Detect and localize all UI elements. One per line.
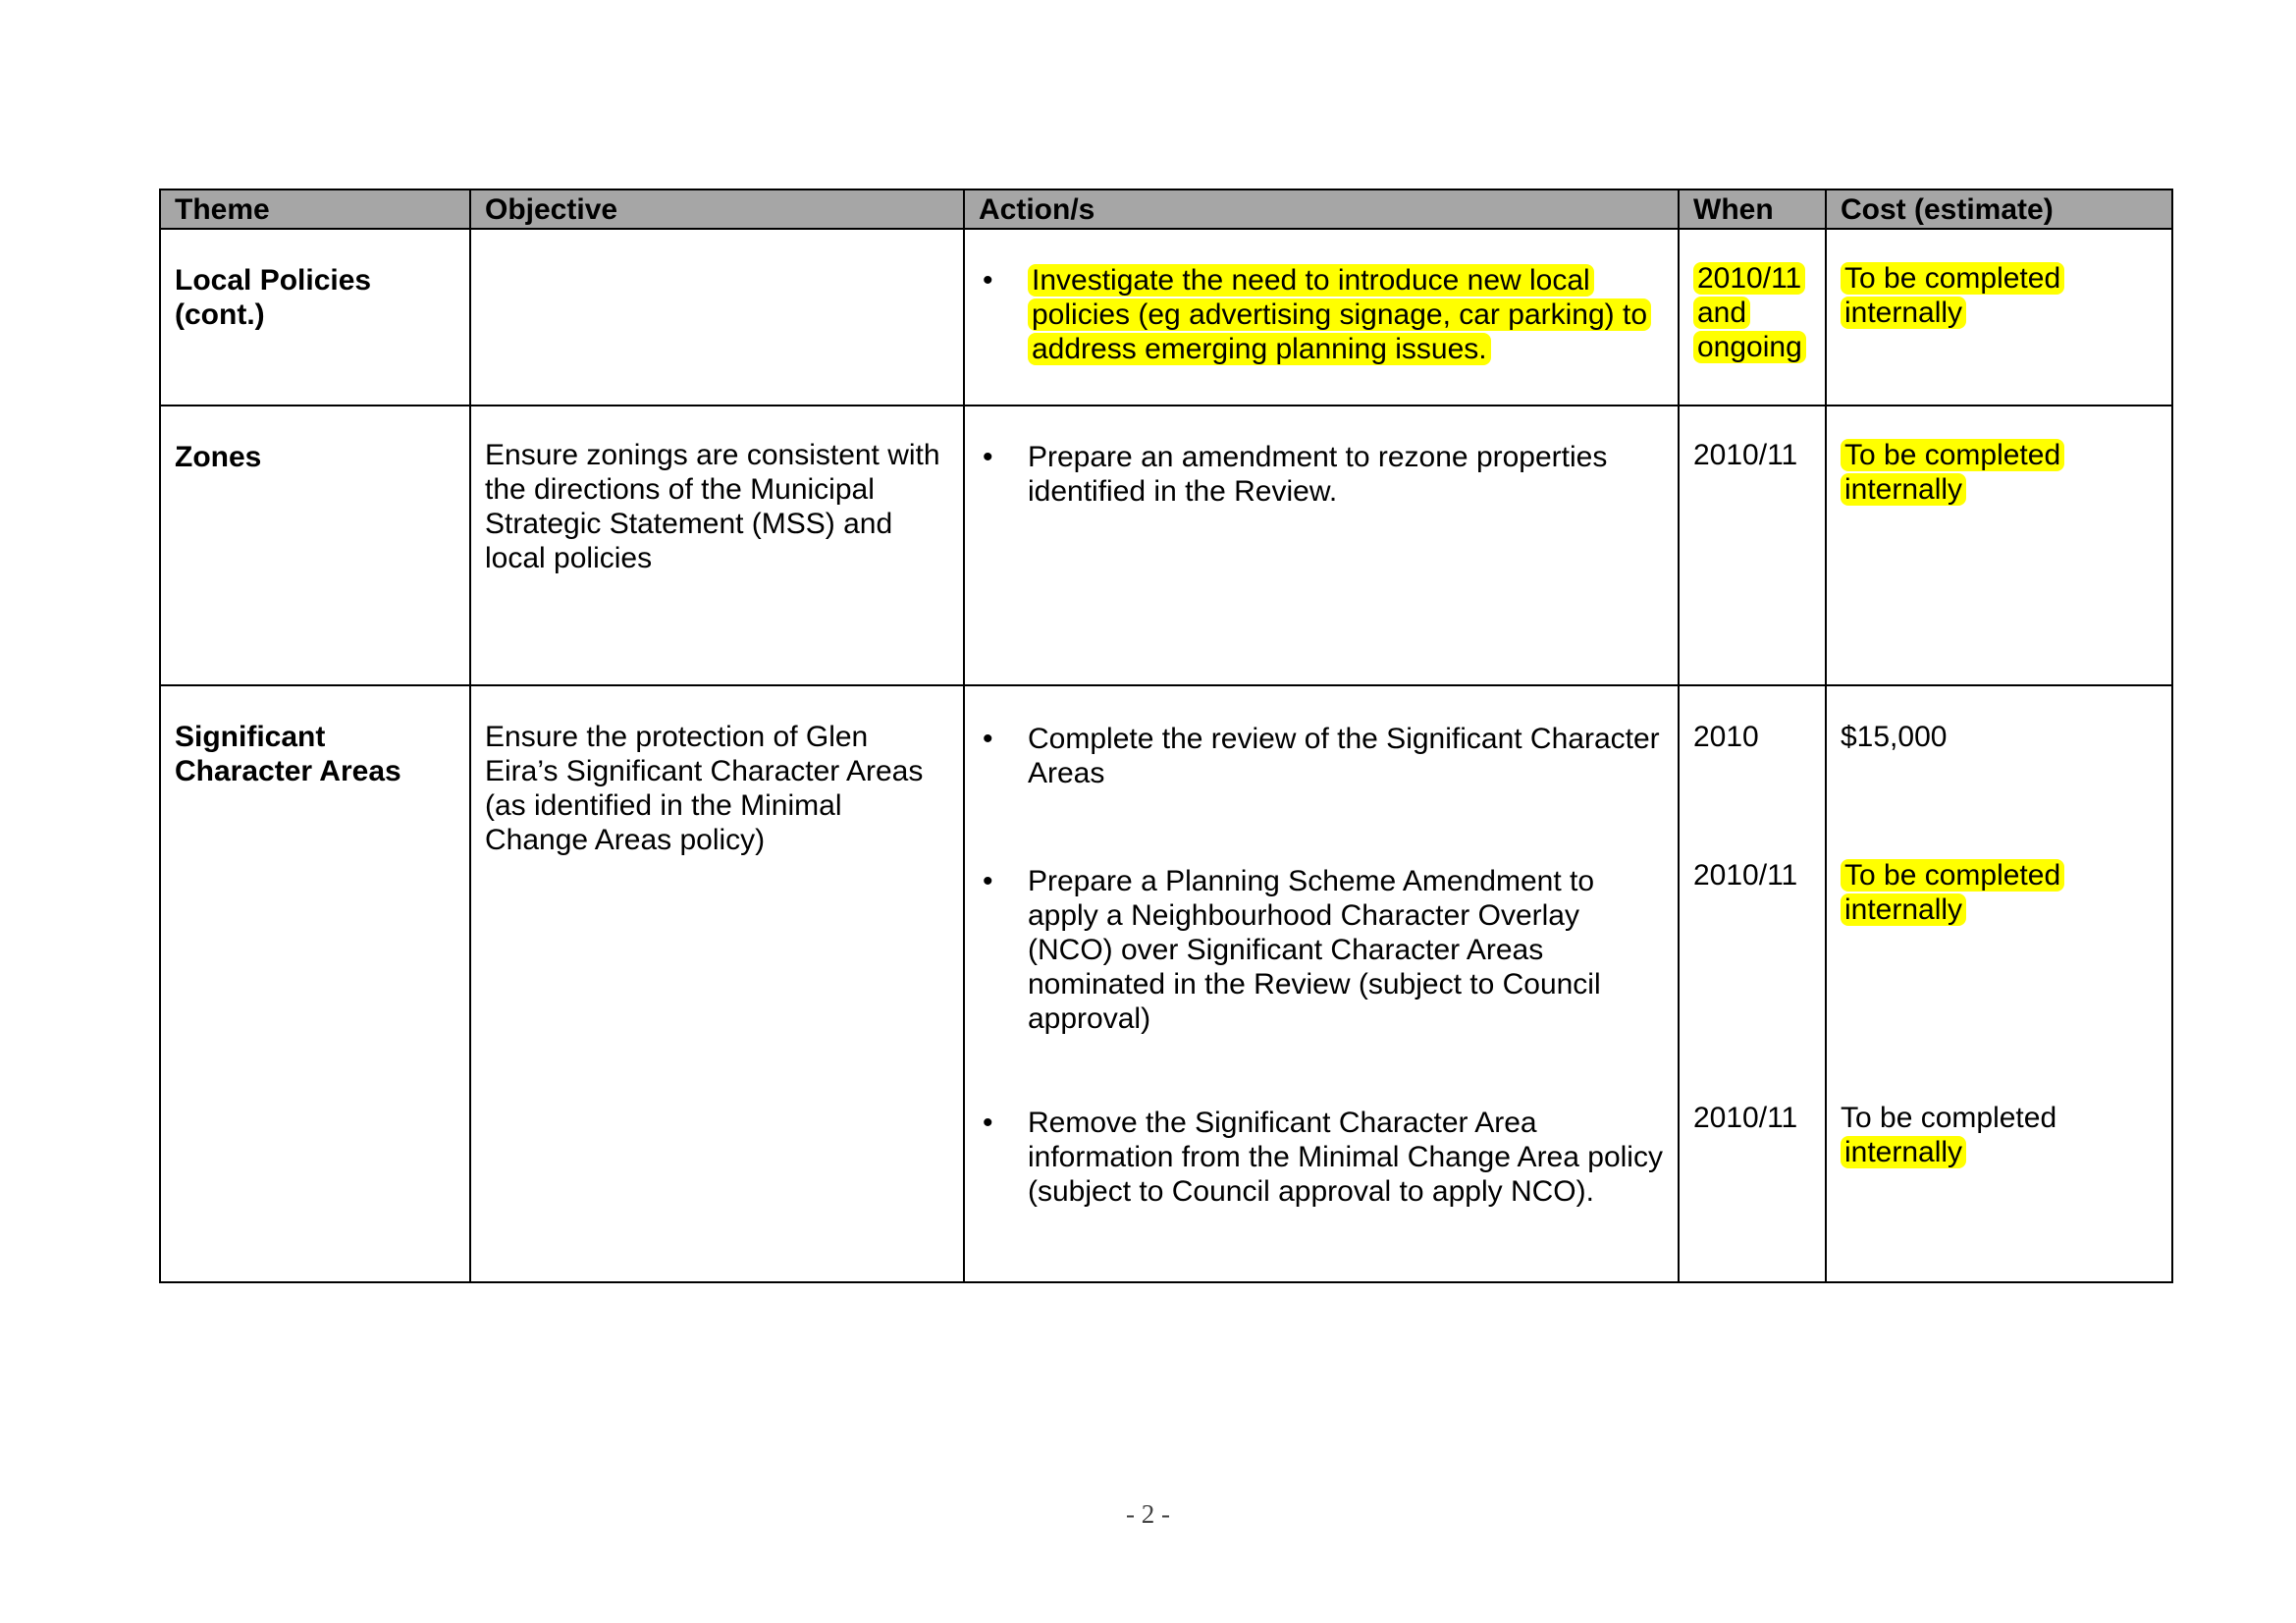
table-row: [160, 685, 2172, 1282]
objective-text: Ensure zonings are consistent with the directions of the Municipal Strategic Statement (MSS) and local policies: [485, 439, 940, 574]
action-text: Complete the review of the Significant Character Areas: [1028, 723, 1660, 789]
bullet-icon: •: [983, 264, 993, 297]
action-text: Investigate the need to introduce new local policies (eg advertising signage, car parking) to address emerging planning issues.: [1028, 264, 1651, 365]
bullet-icon: •: [983, 723, 993, 755]
theme-cell: [160, 229, 470, 406]
objective-text: Ensure the protection of Glen Eira’s Significant Character Areas (as identified in the Minimal Change Areas policy): [485, 721, 924, 856]
cost-text: To be completed: [1841, 1102, 2057, 1134]
when-text: 2010/11: [1693, 859, 1798, 892]
action-item: [979, 1106, 1664, 1209]
actions-cell: [964, 685, 1679, 1282]
theme-cell: [160, 685, 470, 1282]
action-item: [979, 440, 1664, 509]
action-item: [979, 864, 1664, 1036]
header-cost: Cost (estimate): [1826, 189, 2172, 229]
action-plan-table: [159, 189, 2173, 1283]
bullet-icon: •: [983, 1107, 993, 1139]
cost-cell: [1826, 229, 2172, 406]
cost-cell: [1826, 406, 2172, 685]
header-actions: Action/s: [964, 189, 1679, 229]
cost-text: $15,000: [1841, 721, 1948, 753]
cost-text-highlight: internally: [1841, 1136, 1966, 1168]
actions-cell: [964, 229, 1679, 406]
theme-text: Zones: [175, 441, 262, 473]
bullet-icon: •: [983, 441, 993, 473]
when-cell: [1679, 685, 1826, 1282]
when-text: 2010: [1693, 721, 1759, 753]
objective-cell: [470, 229, 964, 406]
actions-cell: [964, 406, 1679, 685]
when-text: 2010/11 and ongoing: [1693, 262, 1806, 363]
table-header-row: [160, 189, 2172, 229]
theme-text: Significant Character Areas: [175, 721, 401, 787]
header-when: When: [1679, 189, 1826, 229]
page-number: - 2 -: [1126, 1499, 1170, 1529]
header-theme: Theme: [160, 189, 470, 229]
theme-text: Local Policies (cont.): [175, 264, 372, 331]
cost-text: To be completed internally: [1841, 439, 2064, 506]
when-text: 2010/11: [1693, 439, 1798, 471]
action-text: Prepare an amendment to rezone properties identified in the Review.: [1028, 441, 1608, 508]
header-objective: Objective: [470, 189, 964, 229]
bullet-icon: •: [983, 865, 993, 897]
cost-text: To be completed internally: [1841, 262, 2064, 329]
when-cell: [1679, 229, 1826, 406]
objective-cell: [470, 685, 964, 1282]
action-text: Remove the Significant Character Area information from the Minimal Change Area policy (subject to Council approval to apply NCO).: [1028, 1107, 1663, 1208]
action-text: Prepare a Planning Scheme Amendment to apply a Neighbourhood Character Overlay (NCO) over Significant Character Areas nominated in the Review (subject to Council approval): [1028, 865, 1601, 1035]
objective-cell: [470, 406, 964, 685]
cost-cell: [1826, 685, 2172, 1282]
cost-text: To be completed internally: [1841, 859, 2064, 926]
when-cell: [1679, 406, 1826, 685]
action-item: [979, 263, 1664, 366]
table-row: [160, 229, 2172, 406]
action-item: [979, 722, 1664, 790]
theme-cell: [160, 406, 470, 685]
table-row: [160, 406, 2172, 685]
when-text: 2010/11: [1693, 1102, 1798, 1134]
